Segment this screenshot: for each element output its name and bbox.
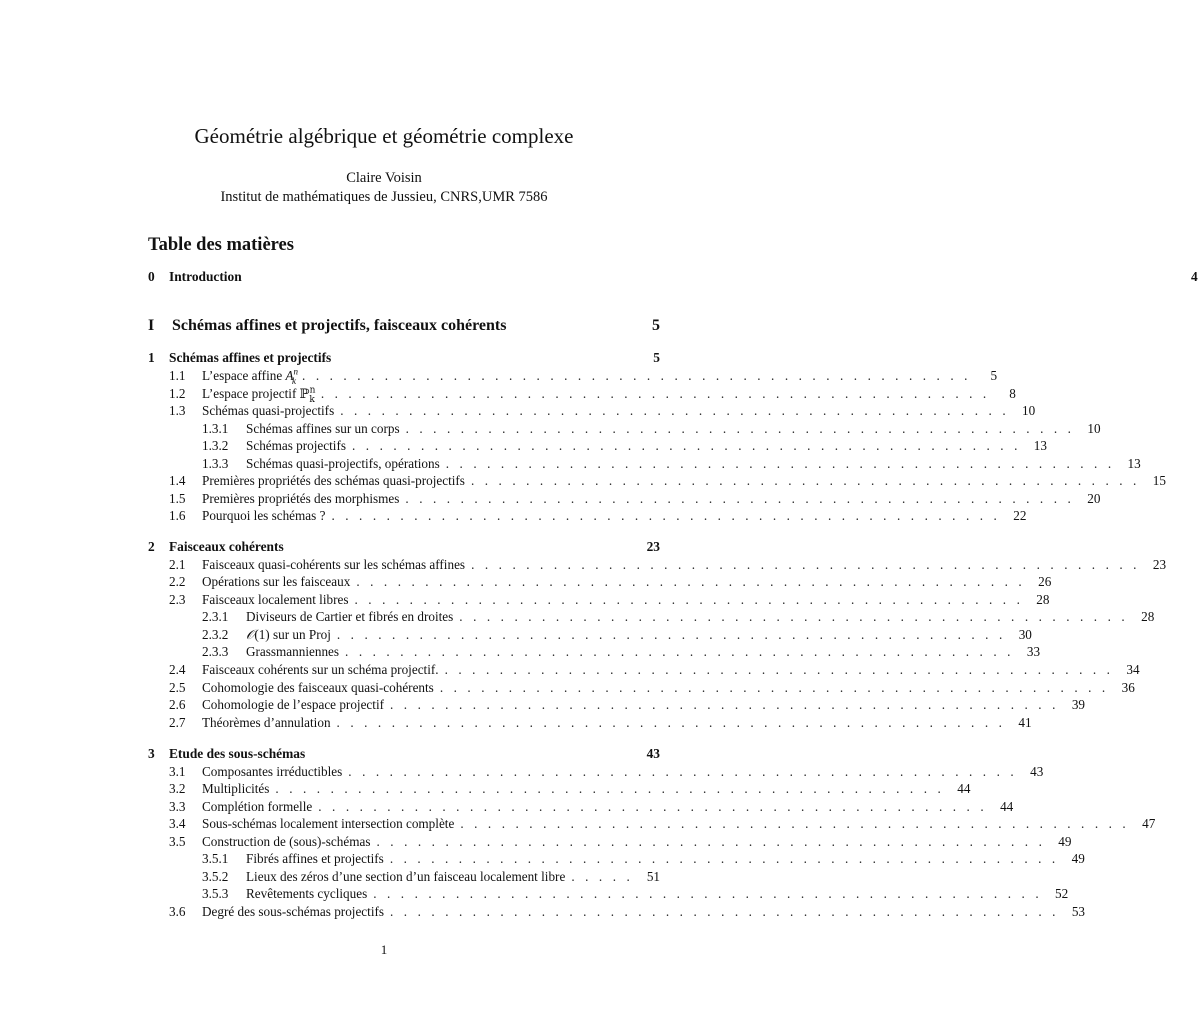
- toc-entry-number: 3.5.2: [202, 869, 229, 884]
- toc-entry-label: Théorèmes d’annulation: [202, 715, 331, 730]
- toc-entry-number: 2: [148, 539, 155, 554]
- toc-entry-page: 41: [1018, 715, 1032, 730]
- toc-leader: . . . . . . . . . . . . . . . . . . . . . . . . . . . . . . . . . . . . . . . . . . . . . . . . .: [405, 491, 1075, 506]
- toc-entry-label: Complétion formelle: [202, 799, 313, 814]
- toc-entry-page: 5: [652, 317, 660, 334]
- toc-entry-label: Construction de (sous)-schémas: [202, 834, 371, 849]
- toc-entry-number: 1: [148, 350, 155, 365]
- toc-entry-page: 53: [1071, 904, 1086, 919]
- toc-entry-page: 44: [1000, 799, 1014, 814]
- toc-entry-number: 3.4: [169, 816, 186, 831]
- toc-entry-introduction[interactable]: [148, 268, 1198, 286]
- toc-entry-number: 1.6: [169, 508, 186, 523]
- toc-entry-label: Lieux des zéros d’une section d’un faisceau localement libre: [246, 869, 566, 884]
- toc-entry-section-2-3[interactable]: [169, 591, 1050, 609]
- toc-entry-label: Pourquoi les schémas ?: [202, 508, 326, 523]
- toc-entry-page: 28: [1036, 592, 1050, 607]
- toc-entry-label: Faisceaux cohérents sur un schéma projectif.: [202, 662, 439, 677]
- toc-leader: . . . . . . . . . . . . . . . . . . . . . . . . . . . . . . . . . . . . . . . . . . . . . . . . .: [471, 557, 1141, 572]
- toc-entry-number: 2.1: [169, 557, 186, 572]
- toc-entry-page: 26: [1038, 574, 1052, 589]
- toc-entry-page: 44: [957, 781, 971, 796]
- toc-leader: . . . . . . . . . . . . . . . . . . . . . . . . . . . . . . . . . . . . . . . . . . . . . . . . .: [459, 609, 1129, 624]
- toc-entry-section-3-1[interactable]: [169, 763, 1044, 781]
- toc-entry-number: 1.3.2: [202, 438, 229, 453]
- toc-entry-label: Revêtements cycliques: [246, 886, 368, 901]
- toc-entry-number: 2.2: [169, 574, 186, 589]
- toc-entry-number: 3.5.1: [202, 851, 229, 866]
- toc-entry-subsection-3-5-1[interactable]: [202, 850, 1085, 868]
- structure-sheaf-symbol: 𝒪: [246, 628, 255, 643]
- toc-entry-label: Premières propriétés des morphismes: [202, 491, 400, 506]
- toc-leader: . . . . . . . . . . . . . . . . . . . . . . . . . . . . . . . . . . . . . . . . . . . . . . . . .: [460, 816, 1130, 831]
- toc-entry-section-3-3[interactable]: [169, 798, 1014, 816]
- toc-entry-section-1-5[interactable]: [169, 490, 1101, 508]
- toc-entry-chapter-3[interactable]: [148, 745, 660, 763]
- toc-entry-subsection-2-3-1[interactable]: [202, 608, 1155, 626]
- toc-entry-section-3-5[interactable]: [169, 833, 1072, 851]
- toc-entry-number: 3: [148, 746, 155, 761]
- toc-entry-label: Cohomologie des faisceaux quasi-cohérents: [202, 680, 434, 695]
- toc-entry-number: 2.4: [169, 662, 186, 677]
- toc-entry-number: 1.1: [169, 368, 186, 383]
- toc-entry-number: 2.6: [169, 697, 186, 712]
- toc-entry-subsection-1-3-1[interactable]: [202, 420, 1101, 438]
- toc-entry-section-2-2[interactable]: [169, 573, 1052, 591]
- toc-entry-label: 𝒪(1) sur un Proj: [246, 627, 331, 643]
- toc-leader: . . . . . . . . . . . . . . . . . . . . . . . . . . . . . . . . . . . . . . . . . . . . . . . . .: [340, 403, 1010, 418]
- toc-entry-section-1-2[interactable]: [169, 385, 1016, 405]
- toc-leader: . . . . . . . . . . . . . . . . . . . . . . . . . . . . . . . . . . . . . . . . . . . . . . . . .: [390, 904, 1060, 919]
- toc-entry-number: 3.3: [169, 799, 186, 814]
- toc-leader: . . . . . . . . . . . . . . . . . . . . . . . . . . . . . . . . . . . . . . . . . . . . . . . . .: [439, 680, 1109, 695]
- toc-leader: . . . . . . . . . . . . . . . . . . . . . . . . . . . . . . . . . . . . . . . . . . . . . . . . .: [318, 799, 988, 814]
- toc-entry-number: 2.3.1: [202, 609, 229, 624]
- toc-entry-number: 3.5: [169, 834, 186, 849]
- toc-entry-page: 13: [1033, 438, 1047, 453]
- toc-entry-page: 49: [1071, 851, 1085, 866]
- toc-entry-label: Degré des sous-schémas projectifs: [202, 904, 385, 919]
- toc-entry-page: 39: [1071, 697, 1085, 712]
- toc-leader: . . . . . . . . . . . . . . . . . . . . . . . . . . . . . . . . . . . . . . . . . . . . . . . . .: [444, 662, 1114, 677]
- toc-leader: . . . . . . . . . . . . . . . . . . . . . . . . . . . . . . . . . . . . . . . . . . . . . . . . .: [373, 886, 1043, 901]
- toc-entry-section-1-4[interactable]: [169, 472, 1166, 490]
- toc-heading: Table des matières: [148, 235, 294, 255]
- toc-entry-number: 2.5: [169, 680, 186, 695]
- toc-entry-subsection-3-5-2[interactable]: [202, 868, 660, 886]
- toc-entry-label: Opérations sur les faisceaux: [202, 574, 351, 589]
- toc-entry-section-3-4[interactable]: [169, 815, 1156, 833]
- toc-entry-label: Fibrés affines et projectifs: [246, 851, 384, 866]
- page-number: 1: [380, 942, 388, 957]
- toc-leader: . . . . . . . . . . . . . . . . . . . . . . . . . . . . . . . . . . . . . . . . . . . . . . . . .: [331, 508, 1001, 523]
- toc-entry-page: 5: [990, 368, 998, 383]
- toc-entry-label: Grassmanniennes: [246, 644, 340, 659]
- toc-entry-section-1-6[interactable]: [169, 507, 1027, 525]
- toc-entry-section-1-3[interactable]: [169, 402, 1036, 420]
- author-name: Claire Voisin: [346, 170, 422, 186]
- affine-space-symbol: $A^n_k$: [285, 366, 299, 386]
- toc-entry-page: 51: [646, 869, 660, 884]
- toc-entry-number: 2.3.2: [202, 627, 229, 642]
- toc-entry-page: 43: [646, 746, 660, 761]
- toc-entry-number: 2.3.3: [202, 644, 229, 659]
- toc-leader: . . . . . . . . . . . . . . . . . . . . . . . . . . . . . . . . . . . . . . . . . . . . . . . . .: [345, 644, 1015, 659]
- toc-entry-page: 34: [1126, 662, 1140, 677]
- toc-entry-label: Premières propriétés des schémas quasi-projectifs: [202, 473, 465, 488]
- toc-entry-number: I: [148, 317, 155, 334]
- toc-entry-section-2-5[interactable]: [169, 679, 1135, 697]
- toc-entry-label: L’espace affine $A^n_k$: [202, 366, 299, 386]
- toc-entry-page: 15: [1152, 473, 1166, 488]
- toc-entry-section-2-1[interactable]: [169, 556, 1167, 574]
- toc-entry-page: 47: [1142, 816, 1156, 831]
- toc-leader: . . . . . . . . . . . . . . . . . . . . . . . . . . . . . . . . . . . . . . . . . . . . . . . . .: [376, 834, 1046, 849]
- toc-entry-page: 4: [1191, 269, 1198, 284]
- toc-entry-page: 10: [1087, 421, 1101, 436]
- toc-entry-subsection-3-5-3[interactable]: [202, 885, 1069, 903]
- toc-entry-number: 0: [148, 269, 155, 284]
- toc-entry-label: Schémas affines et projectifs, faisceaux cohérents: [172, 317, 507, 334]
- toc-leader: . . . . . . . . . . . . . . . . . . . . . . . . . . . . . . . . . . . . . . . . . . . . . . . . .: [275, 781, 945, 796]
- toc-entry-number: 1.3: [169, 403, 186, 418]
- toc-entry-page: 33: [1026, 644, 1041, 659]
- toc-entry-page: 52: [1055, 886, 1069, 901]
- toc-entry-label: Cohomologie de l’espace projectif: [202, 697, 384, 712]
- toc-entry-page: 30: [1018, 627, 1032, 642]
- toc-entry-chapter-1[interactable]: [148, 349, 660, 367]
- toc-entry-label: Etude des sous-schémas: [169, 746, 306, 761]
- toc-leader: . . . . . . . . . . . . . . . . . . . . . . . . . . . . . . . . . . . . . . . . . . . . . . . . .: [354, 592, 1024, 607]
- toc-entry-subsection-2-3-3[interactable]: [202, 643, 1041, 661]
- toc-entry-label: Schémas projectifs: [246, 438, 346, 453]
- document-title: Géométrie algébrique et géométrie complexe: [194, 124, 574, 148]
- toc-entry-label: Schémas quasi-projectifs, opérations: [246, 456, 440, 471]
- toc-leader: . . . . .: [571, 869, 634, 884]
- toc-entry-section-3-2[interactable]: [169, 780, 971, 798]
- toc-entry-label: Faisceaux quasi-cohérents sur les schémas affines: [202, 557, 466, 572]
- toc-entry-label: Faisceaux cohérents: [169, 539, 284, 554]
- toc-entry-chapter-2[interactable]: [148, 538, 660, 556]
- toc-entry-label: Schémas quasi-projectifs: [202, 403, 335, 418]
- toc-leader: . . . . . . . . . . . . . . . . . . . . . . . . . . . . . . . . . . . . . . . . . . . . . . . . .: [336, 715, 1006, 730]
- toc-leader: . . . . . . . . . . . . . . . . . . . . . . . . . . . . . . . . . . . . . . . . . . . . . . . . .: [390, 697, 1059, 712]
- toc-entry-page: 20: [1087, 491, 1101, 506]
- toc-entry-section-2-6[interactable]: [169, 696, 1085, 714]
- toc-entry-number: 1.5: [169, 491, 186, 506]
- toc-leader: . . . . . . . . . . . . . . . . . . . . . . . . . . . . . . . . . . . . . . . . . . . . . . . . .: [470, 473, 1140, 488]
- toc-entry-number: 2.7: [169, 715, 186, 730]
- toc-entry-section-2-7[interactable]: [169, 714, 1032, 732]
- toc-entry-page: 49: [1058, 834, 1072, 849]
- toc-leader: . . . . . . . . . . . . . . . . . . . . . . . . . . . . . . . . . . . . . . . . . . . . . . . . .: [302, 368, 972, 383]
- toc-leader: . . . . . . . . . . . . . . . . . . . . . . . . . . . . . . . . . . . . . . . . . . . . . . . . .: [445, 456, 1115, 471]
- toc-leader: . . . . . . . . . . . . . . . . . . . . . . . . . . . . . . . . . . . . . . . . . . . . . . . . .: [356, 574, 1026, 589]
- toc-entry-section-2-4[interactable]: [169, 661, 1140, 679]
- author-affiliation: Institut de mathématiques de Jussieu, CNRS,UMR 7586: [220, 189, 548, 205]
- toc-entry-number: 1.3.3: [202, 456, 229, 471]
- toc-entry-number: 3.1: [169, 764, 186, 779]
- toc-leader: . . . . . . . . . . . . . . . . . . . . . . . . . . . . . . . . . . . . . . . . . . . . . . . . .: [320, 386, 990, 401]
- toc-entry-page: 22: [1013, 508, 1027, 523]
- toc-entry-page: 36: [1121, 680, 1135, 695]
- toc-entry-label: Multiplicités: [202, 781, 270, 796]
- toc-entry-number: 3.5.3: [202, 886, 229, 901]
- toc-leader: . . . . . . . . . . . . . . . . . . . . . . . . . . . . . . . . . . . . . . . . . . . . . . . . .: [336, 627, 1006, 642]
- toc-leader: . . . . . . . . . . . . . . . . . . . . . . . . . . . . . . . . . . . . . . . . . . . . . . . . .: [348, 764, 1018, 779]
- toc-entry-label: L’espace projectif ℙ$^n_k$: [202, 385, 316, 405]
- toc-entry-number: 1.2: [169, 386, 186, 401]
- toc-entry-page: 28: [1141, 609, 1155, 624]
- toc-leader: . . . . . . . . . . . . . . . . . . . . . . . . . . . . . . . . . . . . . . . . . . . . . . . . .: [351, 438, 1021, 453]
- toc-entry-page: 43: [1030, 764, 1044, 779]
- toc-entry-label: Diviseurs de Cartier et fibrés en droites: [246, 609, 454, 624]
- toc-entry-label: Schémas affines et projectifs: [169, 350, 332, 365]
- toc-entry-number: 1.3.1: [202, 421, 229, 436]
- toc-entry-page: 13: [1127, 456, 1141, 471]
- toc-entry-page: 23: [646, 539, 660, 554]
- toc-entry-label: Introduction: [169, 269, 242, 284]
- toc-entry-page: 10: [1022, 403, 1036, 418]
- toc-entry-subsection-1-3-2[interactable]: [202, 437, 1047, 455]
- toc-entry-page: 23: [1152, 557, 1167, 572]
- toc-entry-number: 3.2: [169, 781, 186, 796]
- toc-entry-number: 2.3: [169, 592, 186, 607]
- toc-entry-page: 8: [1009, 386, 1016, 401]
- toc-entry-number: 1.4: [169, 473, 186, 488]
- toc-entry-subsection-1-3-3[interactable]: [202, 455, 1141, 473]
- toc-entry-label: Faisceaux localement libres: [202, 592, 349, 607]
- toc-leader: . . . . . . . . . . . . . . . . . . . . . . . . . . . . . . . . . . . . . . . . . . . . . . . . .: [389, 851, 1059, 866]
- toc-entry-page: 5: [653, 350, 660, 365]
- projective-space-symbol: ℙ$^n_k$: [299, 385, 316, 405]
- toc-entry-subsection-2-3-2[interactable]: [202, 626, 1032, 644]
- toc-entry-label: Sous-schémas localement intersection complète: [202, 816, 455, 831]
- toc-entry-label: Composantes irréductibles: [202, 764, 343, 779]
- toc-entry-section-3-6[interactable]: [169, 903, 1086, 921]
- toc-entry-number: 3.6: [169, 904, 186, 919]
- toc-entry-label: Schémas affines sur un corps: [246, 421, 400, 436]
- toc-leader: . . . . . . . . . . . . . . . . . . . . . . . . . . . . . . . . . . . . . . . . . . . . . . . . .: [405, 421, 1075, 436]
- toc-entry-part-1[interactable]: [148, 315, 660, 337]
- toc-entry-section-1-1[interactable]: [169, 366, 998, 386]
